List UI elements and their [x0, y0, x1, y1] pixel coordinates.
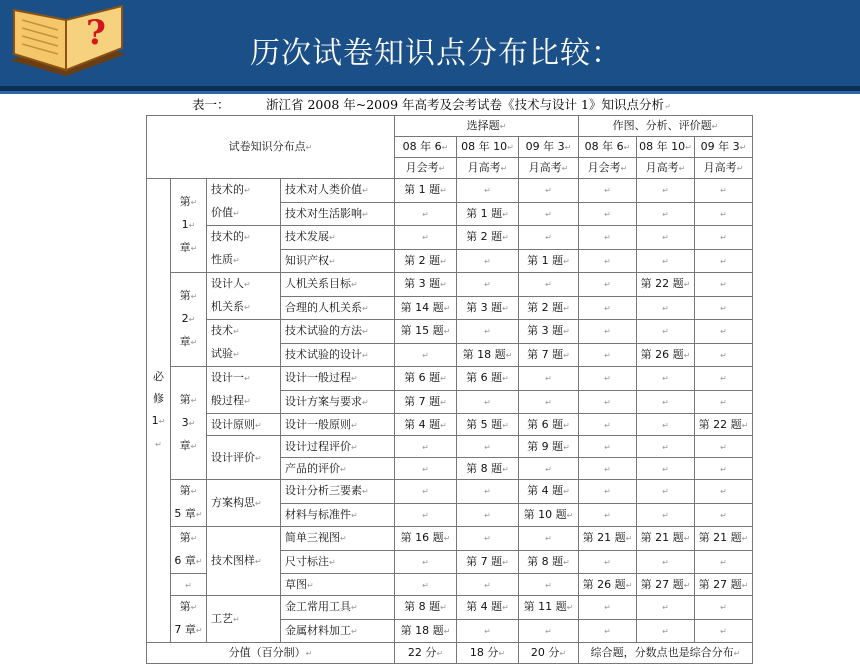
cell: ↵ [695, 249, 753, 273]
knowledge-point: 合理的人机关系↵ [281, 296, 395, 320]
cell: 第 7 题↵ [395, 390, 457, 414]
section-label: 技术↵ 试验↵ [207, 320, 281, 367]
table-row [147, 320, 753, 344]
cell: ↵ [457, 527, 519, 551]
cell: ↵ [579, 414, 637, 436]
cell: ↵ [637, 414, 695, 436]
cell: ↵ [395, 458, 457, 480]
cell: ↵ [457, 320, 519, 344]
cell: 第 26 题↵ [637, 343, 695, 367]
knowledge-point: 技术对人类价值↵ [281, 179, 395, 203]
cell: ↵ [519, 273, 579, 297]
caption-label: 表一： [192, 97, 230, 112]
cell: 第 21 题↵ [637, 527, 695, 551]
chapter-2-label: 第↵ 2↵ 章↵ [171, 273, 207, 367]
table-row [147, 273, 753, 297]
section-label: 设计一↵ 般过程↵ [207, 367, 281, 414]
cell: ↵ [695, 202, 753, 226]
cell: 第 7 题↵ [519, 343, 579, 367]
exam-year: 08 年 6↵ [395, 137, 457, 158]
exam-year: 08 年 10↵ [637, 137, 695, 158]
exam-year: 09 年 3↵ [519, 137, 579, 158]
exam-type: 月会考↵ [579, 158, 637, 179]
section-label: 工艺↵ [207, 596, 281, 643]
table-row [147, 367, 753, 391]
cell: ↵ [519, 202, 579, 226]
section-label: 方案构思↵ [207, 480, 281, 527]
cell: 第 27 题↵ [695, 574, 753, 596]
cell: 第 26 题↵ [579, 574, 637, 596]
cell: ↵ [519, 458, 579, 480]
knowledge-point-table [146, 115, 753, 664]
cell: ↵ [695, 458, 753, 480]
cell: ↵ [637, 367, 695, 391]
chapter-7-label: 第↵ 7 章↵ [171, 596, 207, 643]
knowledge-point: 设计一般原则↵ [281, 414, 395, 436]
cell: ↵ [457, 390, 519, 414]
knowledge-point: 技术对生活影响↵ [281, 202, 395, 226]
cell: 第 6 题↵ [457, 367, 519, 391]
cell: 第 11 题↵ [519, 596, 579, 620]
cell: ↵ [695, 226, 753, 250]
cell: ↵ [637, 249, 695, 273]
cell: ↵ [637, 596, 695, 620]
caption-text: 浙江省 2008 年~2009 年高考及会考试卷《技术与设计 1》知识点分析↵ [266, 97, 671, 112]
knowledge-point: 技术发展↵ [281, 226, 395, 250]
table-row [147, 226, 753, 250]
svg-text:?: ? [86, 13, 106, 53]
score-note: 综合题，分数点也是综合分布↵ [579, 643, 753, 664]
cell: ↵ [637, 480, 695, 504]
cell: 第 16 题↵ [395, 527, 457, 551]
score-row [147, 643, 753, 664]
table-row [147, 436, 753, 458]
cell: 第 14 题↵ [395, 296, 457, 320]
score-label: 分值（百分制）↵ [147, 643, 395, 664]
table-row [147, 480, 753, 504]
cell: ↵ [637, 436, 695, 458]
cell: ↵ [457, 574, 519, 596]
cell: ↵ [579, 458, 637, 480]
knowledge-point: 人机关系目标↵ [281, 273, 395, 297]
cell: 第 27 题↵ [637, 574, 695, 596]
cell: ↵ [637, 619, 695, 643]
cell: ↵ [579, 296, 637, 320]
cell: ↵ [457, 273, 519, 297]
table-row [147, 596, 753, 620]
knowledge-point: 设计一般过程↵ [281, 367, 395, 391]
cell: 第 9 题↵ [519, 436, 579, 458]
cell: ↵ [519, 619, 579, 643]
cell: 第 2 题↵ [457, 226, 519, 250]
cell: ↵ [395, 202, 457, 226]
knowledge-point: 设计方案与要求↵ [281, 390, 395, 414]
cell: ↵ [695, 179, 753, 203]
chapter-5-label: 第↵ 5 章↵ [171, 480, 207, 527]
cell: 第 2 题↵ [519, 296, 579, 320]
cell: 第 18 题↵ [395, 619, 457, 643]
cell: 第 7 题↵ [457, 550, 519, 574]
section-label: 设计人↵ 机关系↵ [207, 273, 281, 320]
cell: ↵ [519, 527, 579, 551]
cell: ↵ [579, 619, 637, 643]
cell: 第 21 题↵ [579, 527, 637, 551]
table-row [147, 414, 753, 436]
section-label: 设计评价↵ [207, 436, 281, 480]
cell: ↵ [695, 296, 753, 320]
cell: ↵ [519, 367, 579, 391]
cell: ↵ [695, 619, 753, 643]
table-row [147, 179, 753, 203]
knowledge-point: 金属材料加工↵ [281, 619, 395, 643]
score-value: 18 分↵ [457, 643, 519, 664]
cell: ↵ [457, 480, 519, 504]
open-book-question-icon [4, 2, 132, 90]
cell: 第 8 题↵ [457, 458, 519, 480]
exam-type: 月会考↵ [395, 158, 457, 179]
section-label: 设计原则↵ [207, 414, 281, 436]
cell: ↵ [519, 226, 579, 250]
knowledge-point: 草图↵ [281, 574, 395, 596]
exam-type: 月高考↵ [695, 158, 753, 179]
cell: ↵ [695, 320, 753, 344]
cell: ↵ [695, 367, 753, 391]
cell: 第 22 题↵ [695, 414, 753, 436]
cell: ↵ [637, 390, 695, 414]
cell: 第 1 题↵ [457, 202, 519, 226]
cell: ↵ [395, 436, 457, 458]
section-label: 技术图样↵ [207, 527, 281, 596]
cell: ↵ [695, 596, 753, 620]
cell: ↵ [695, 390, 753, 414]
knowledge-point: 产品的评价↵ [281, 458, 395, 480]
cell: ↵ [579, 249, 637, 273]
exam-type: 月高考↵ [519, 158, 579, 179]
cell: 第 10 题↵ [519, 503, 579, 527]
cell: ↵ [695, 273, 753, 297]
cell: ↵ [395, 550, 457, 574]
knowledge-point: 简单三视图↵ [281, 527, 395, 551]
cell: ↵ [637, 458, 695, 480]
cell: 第 4 题↵ [457, 596, 519, 620]
exam-type: 月高考↵ [637, 158, 695, 179]
cell: ↵ [579, 179, 637, 203]
cell: 第 3 题↵ [457, 296, 519, 320]
cell: ↵ [395, 503, 457, 527]
cell: ↵ [579, 436, 637, 458]
cell: ↵ [519, 574, 579, 596]
knowledge-point: 设计过程评价↵ [281, 436, 395, 458]
section-label: 技术的↵ 价值↵ [207, 179, 281, 226]
cell: ↵ [457, 249, 519, 273]
cell: 第 5 题↵ [457, 414, 519, 436]
knowledge-point: 材料与标准件↵ [281, 503, 395, 527]
cell: 第 4 题↵ [519, 480, 579, 504]
cell: ↵ [395, 480, 457, 504]
page-title: 历次试卷知识点分布比较： [250, 36, 622, 71]
knowledge-point: 金工常用工具↵ [281, 596, 395, 620]
knowledge-point: 技术试验的设计↵ [281, 343, 395, 367]
knowledge-point: 设计分析三要素↵ [281, 480, 395, 504]
cell: ↵ [579, 503, 637, 527]
cell: ↵ [637, 296, 695, 320]
choice-questions-header: 选择题↵ [395, 116, 579, 137]
cell: ↵ [457, 436, 519, 458]
cell: 第 8 题↵ [395, 596, 457, 620]
cell: 第 3 题↵ [395, 273, 457, 297]
cell: ↵ [695, 480, 753, 504]
cell: ↵ [695, 343, 753, 367]
cell: 第 6 题↵ [395, 367, 457, 391]
cell: ↵ [579, 550, 637, 574]
cell: ↵ [579, 367, 637, 391]
knowledge-point: 知识产权↵ [281, 249, 395, 273]
cell: ↵ [637, 550, 695, 574]
cell: ↵ [395, 226, 457, 250]
cell: ↵ [395, 574, 457, 596]
cell: ↵ [695, 550, 753, 574]
cell: ↵ [579, 343, 637, 367]
chapter-6-label: 第↵ 6 章↵ [171, 527, 207, 574]
knowledge-point: 技术试验的方法↵ [281, 320, 395, 344]
exam-year: 09 年 3↵ [695, 137, 753, 158]
cell: ↵ [637, 226, 695, 250]
cell: ↵ [395, 343, 457, 367]
table-corner-header: 试卷知识分布点↵ [147, 116, 395, 179]
cell: 第 1 题↵ [395, 179, 457, 203]
cell: 第 6 题↵ [519, 414, 579, 436]
chapter-1-label: 第↵ 1↵ 章↵ [171, 179, 207, 273]
cell: 第 4 题↵ [395, 414, 457, 436]
cell: ↵ [637, 202, 695, 226]
cell: ↵ [579, 390, 637, 414]
cell: ↵ [695, 503, 753, 527]
chapter-3-label: 第↵ 3↵ 章↵ [171, 367, 207, 480]
cell: ↵ [637, 320, 695, 344]
cell: ↵ [579, 273, 637, 297]
cell: 第 1 题↵ [519, 249, 579, 273]
cell: ↵ [457, 619, 519, 643]
score-value: 22 分↵ [395, 643, 457, 664]
cell: ↵ [457, 503, 519, 527]
cell: 第 2 题↵ [395, 249, 457, 273]
module-label: 必 修 1↵ ↵ [147, 179, 171, 643]
cell: ↵ [695, 436, 753, 458]
knowledge-point: 尺寸标注↵ [281, 550, 395, 574]
cell: ↵ [579, 202, 637, 226]
section-label: 技术的↵ 性质↵ [207, 226, 281, 273]
cell: 第 21 题↵ [695, 527, 753, 551]
cell: 第 15 题↵ [395, 320, 457, 344]
cell: ↵ [579, 320, 637, 344]
cell: 第 22 题↵ [637, 273, 695, 297]
cell: ↵ [457, 179, 519, 203]
exam-year: 08 年 10↵ [457, 137, 519, 158]
cell: ↵ [579, 480, 637, 504]
cell: 第 8 题↵ [519, 550, 579, 574]
drawing-analysis-header: 作图、分析、评价题↵ [579, 116, 753, 137]
cell: ↵ [579, 226, 637, 250]
table-row [147, 527, 753, 551]
cell: ↵ [519, 179, 579, 203]
cell: ↵ [637, 179, 695, 203]
cell: 第 18 题↵ [457, 343, 519, 367]
exam-type: 月高考↵ [457, 158, 519, 179]
chapter-blank: ↵ [171, 574, 207, 596]
exam-year: 08 年 6↵ [579, 137, 637, 158]
score-value: 20 分↵ [519, 643, 579, 664]
cell: 第 3 题↵ [519, 320, 579, 344]
table-caption [150, 93, 760, 115]
cell: ↵ [637, 503, 695, 527]
cell: ↵ [579, 596, 637, 620]
cell: ↵ [519, 390, 579, 414]
